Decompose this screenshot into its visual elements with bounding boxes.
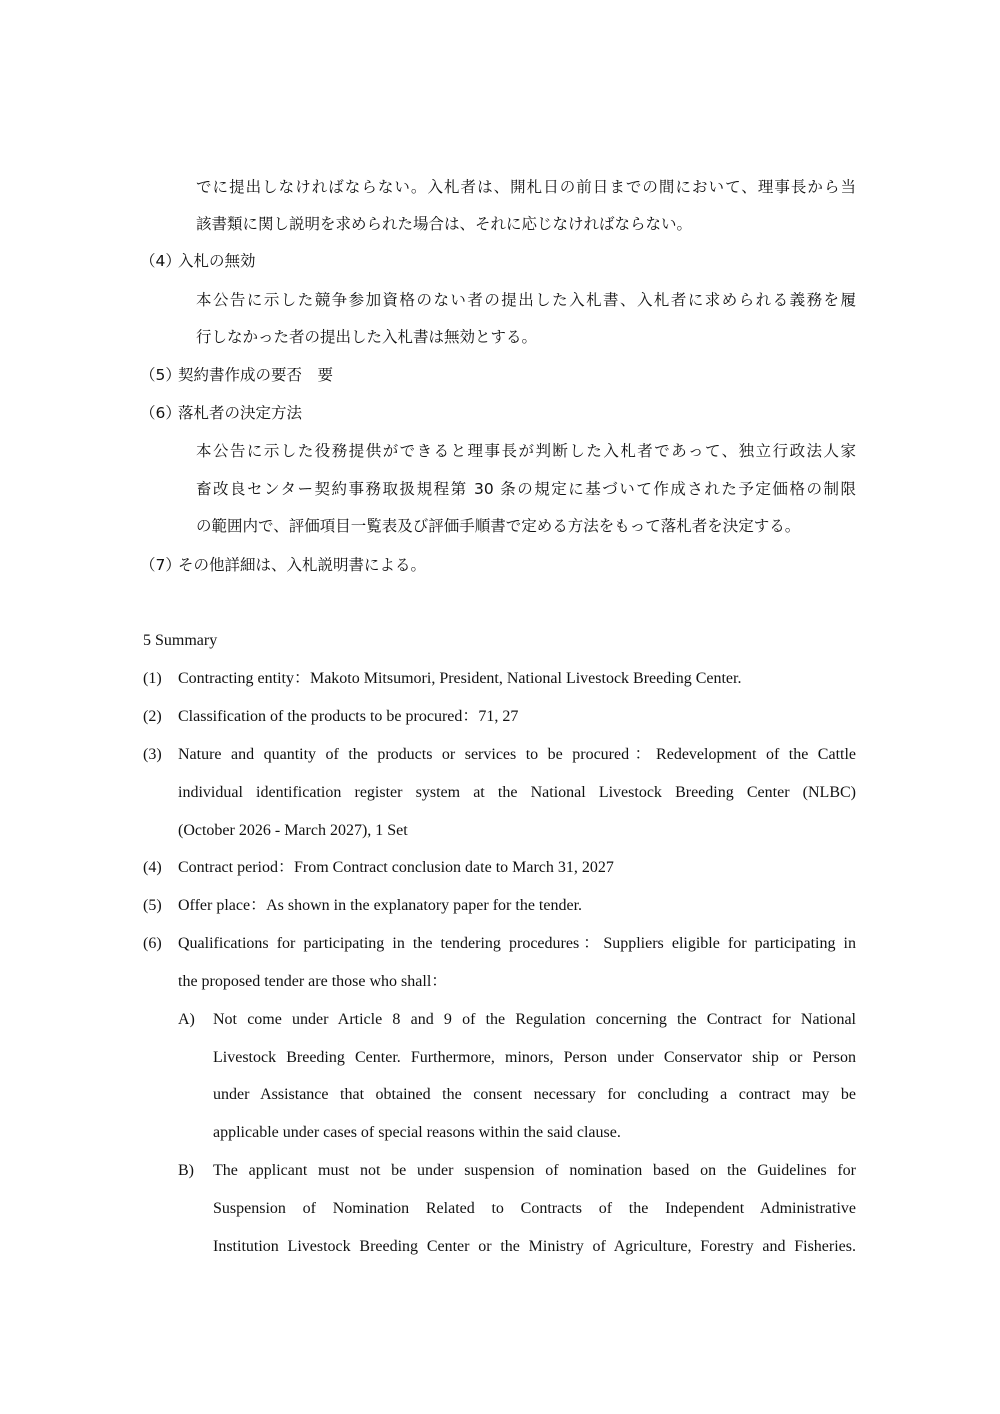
paragraph-line: Qualifications for participating in the tendering procedures：Suppliers eligible for participating in [178,935,856,952]
section-heading: 5 Summary [143,632,218,649]
paragraph-line: 行しなかった者の提出した入札書は無効とする。 [196,328,538,346]
paragraph-line: (October 2026 - March 2027), 1 Set [178,822,408,839]
item-title: 契約書作成の要否 要 [178,366,334,384]
paragraph-line: 本公告に示した役務提供ができると理事長が判断した入札者であって、独立行政法人家 [196,442,856,460]
paragraph-line: 本公告に示した競争参加資格のない者の提出した入札書、入札者に求められる義務を履 [196,291,856,309]
item-number: (4) [143,859,162,876]
item-number: （4） [140,252,181,270]
paragraph-line: The applicant must not be under suspension of nomination based on the Guidelines for [213,1162,856,1179]
paragraph-line: applicable under cases of special reasons within the said clause. [213,1124,621,1141]
subitem-letter: B) [178,1162,194,1179]
item-number: （6） [140,404,181,422]
item-number: (6) [143,935,162,952]
paragraph-line: Classification of the products to be procured：71, 27 [178,708,519,725]
item-number: (1) [143,670,162,687]
item-number: (3) [143,746,162,763]
paragraph-line: Institution Livestock Breeding Center or the Ministry of Agriculture, Forestry and Fisheries. [213,1238,856,1255]
paragraph-line: 畜改良センター契約事務取扱規程第 30 条の規定に基づいて作成された予定価格の制限 [196,480,856,498]
paragraph-line: Suspension of Nomination Related to Contracts of the Independent Administrative [213,1200,856,1217]
item-title: その他詳細は、入札説明書による。 [178,556,427,574]
subitem-letter: A) [178,1011,195,1028]
paragraph-line: Offer place：As shown in the explanatory paper for the tender. [178,897,583,914]
paragraph-line: Contract period：From Contract conclusion date to March 31, 2027 [178,859,614,876]
paragraph-line: でに提出しなければならない。入札者は、開札日の前日までの間において、理事長から当 [196,178,856,196]
item-title: 落札者の決定方法 [178,404,303,422]
item-number: （7） [140,556,181,574]
paragraph-line: Livestock Breeding Center. Furthermore, minors, Person under Conservator ship or Person [213,1049,856,1066]
paragraph-line: 該書類に関し説明を求められた場合は、それに応じなければならない。 [196,215,693,233]
item-number: （5） [140,366,181,384]
paragraph-line: individual identification register system at the National Livestock Breeding Center (NLBC) [178,784,856,801]
item-title: 入札の無効 [178,252,256,270]
paragraph-line: Contracting entity：Makoto Mitsumori, President, National Livestock Breeding Center. [178,670,742,687]
paragraph-line: the proposed tender are those who shall： [178,973,448,990]
paragraph-line: Nature and quantity of the products or services to be procured：Redevelopment of the Cattle [178,746,856,763]
paragraph-line: under Assistance that obtained the consent necessary for concluding a contract may be [213,1086,856,1103]
item-number: (2) [143,708,162,725]
paragraph-line: の範囲内で、評価項目一覧表及び評価手順書で定める方法をもって落札者を決定する。 [196,517,801,535]
paragraph-line: Not come under Article 8 and 9 of the Regulation concerning the Contract for National [213,1011,856,1028]
item-number: (5) [143,897,162,914]
